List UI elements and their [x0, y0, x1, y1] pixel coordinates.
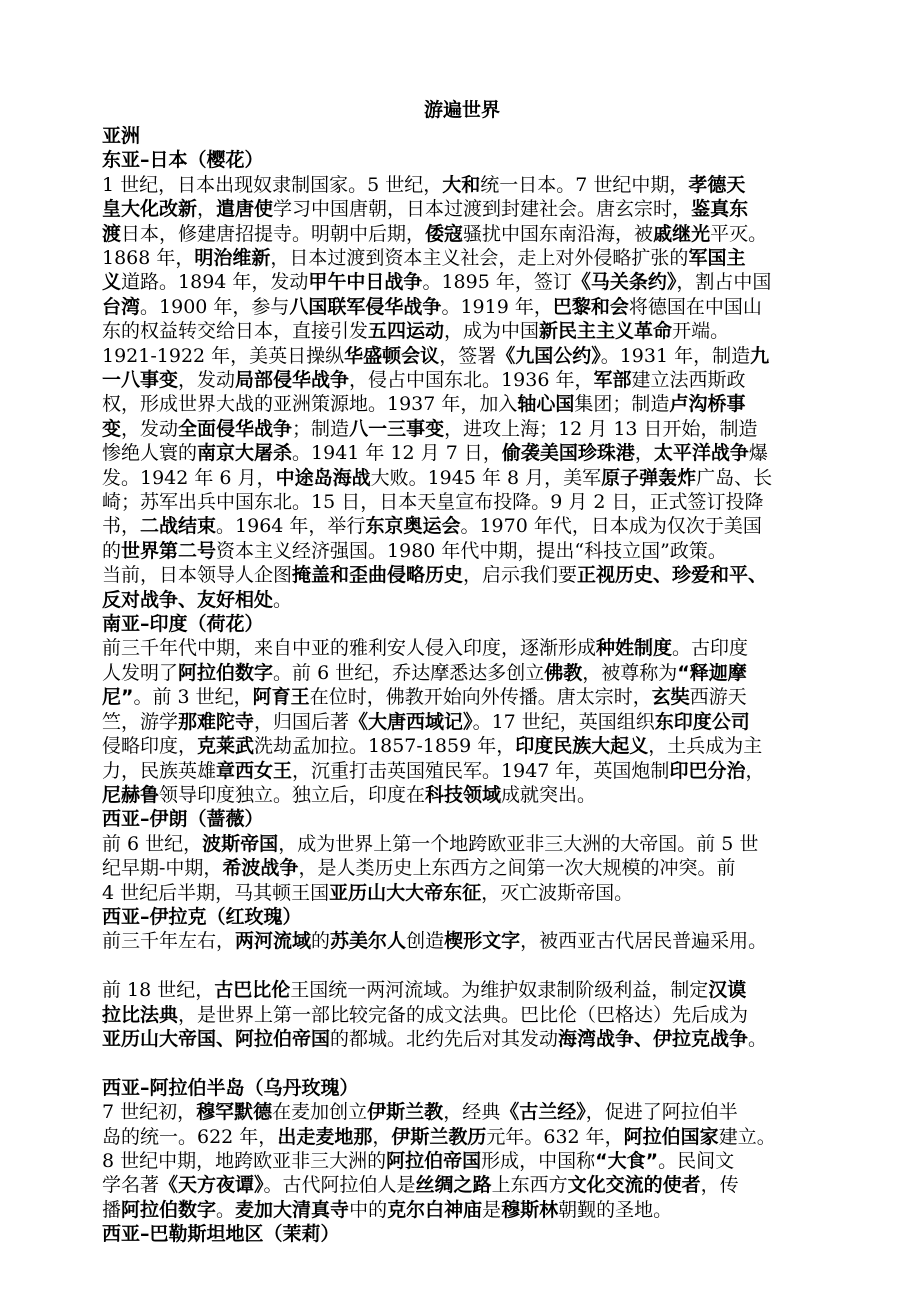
- text-run: ，侵占中国东北。1936 年，: [349, 369, 594, 392]
- bold-term: 章西女王: [216, 759, 293, 782]
- section-heading-palestine: 西亚–巴勒斯坦地区（茉莉）: [102, 1223, 340, 1246]
- text-line: [102, 246, 822, 270]
- bold-term: 台湾: [102, 295, 141, 318]
- text-run: ，: [634, 442, 654, 465]
- text-run: ，发动: [178, 369, 236, 392]
- text-run: ，发动: [121, 417, 179, 440]
- text-run: 中的: [349, 1198, 388, 1221]
- text-run: 前三千年代中期，来自中亚的雅利安人侵入印度，逐渐形成: [102, 637, 597, 660]
- text-run: 。1931 年，制造: [600, 344, 751, 367]
- text-run: 元年。632 年，: [486, 1125, 624, 1148]
- text-run: ，经典: [443, 1101, 501, 1124]
- text-line: [102, 636, 822, 660]
- bold-term: 反对战争、友好相处: [102, 588, 274, 611]
- text-run: 骚扰中国东南沿海，被: [463, 222, 654, 245]
- bold-term: 五四运动: [368, 320, 445, 343]
- text-run: 形成，中国称: [481, 1149, 596, 1172]
- text-run: 7 世纪初，: [102, 1101, 197, 1124]
- text-run: 惨绝人寰的: [102, 442, 198, 465]
- text-line: [102, 1100, 822, 1124]
- text-run: 是: [482, 1198, 502, 1221]
- text-run: ，割占中国: [676, 271, 772, 294]
- text-line: [102, 563, 822, 587]
- bold-term: 一八事变: [102, 369, 179, 392]
- document-body: [102, 124, 822, 1247]
- text-run: 王国统一两河流域。为维护奴隶制阶级利益，制定: [290, 979, 709, 1002]
- bold-term: 克莱武: [197, 735, 255, 758]
- bold-term: 遣唐使: [216, 198, 274, 221]
- text-run: 的: [102, 539, 122, 562]
- text-line: [102, 173, 822, 197]
- text-line: [102, 588, 822, 612]
- text-run: ，灭亡波斯帝国。: [481, 881, 634, 904]
- bold-term: 波斯帝国: [202, 832, 279, 855]
- bold-term: 八一三事变: [349, 417, 445, 440]
- bold-term: 《天方夜谭》: [159, 1174, 264, 1197]
- text-run: ，进攻上海；12 月 13 日开始，制造: [444, 417, 758, 440]
- text-run: 播: [102, 1198, 122, 1221]
- bold-term: 科技领域: [425, 783, 502, 806]
- bold-term: 《古兰经》: [500, 1101, 586, 1124]
- bold-term: 东印度公司: [654, 710, 750, 733]
- text-run: 朝觐的圣地。: [558, 1198, 673, 1221]
- text-run: 建立法西斯政: [631, 369, 746, 392]
- bold-term: 偷袭美国珍珠港: [501, 442, 635, 465]
- bold-term: 文化交流的使者: [567, 1174, 701, 1197]
- bold-term: 《大唐西域记》: [349, 710, 473, 733]
- text-run: 书，: [102, 515, 141, 538]
- text-line: [102, 978, 822, 1002]
- text-line: [102, 1198, 822, 1222]
- bold-term: 倭寇: [425, 222, 464, 245]
- text-run: ，被西亚古代居民普遍采用。: [520, 930, 768, 953]
- bold-term: 二战结束: [140, 515, 217, 538]
- text-run: 人发明了: [102, 661, 179, 684]
- text-run: ，促进了阿拉伯半: [585, 1101, 738, 1124]
- text-run: 上东西方: [491, 1174, 568, 1197]
- bold-term: 渡: [102, 222, 122, 245]
- text-run: 。17 世纪，英国组织: [472, 710, 655, 733]
- bold-term: 种姓制度: [596, 637, 673, 660]
- text-run: 日本，修建唐招提寺。明朝中后期，: [121, 222, 426, 245]
- bold-term: 戚继光: [653, 222, 711, 245]
- bold-term: 义: [102, 271, 122, 294]
- bold-term: 拉比法典: [102, 1003, 179, 1026]
- text-run: 统一日本。7 世纪中期，: [480, 173, 689, 196]
- text-run: ，: [745, 759, 765, 782]
- text-run: 当前，日本领导人企图: [102, 564, 293, 587]
- text-run: 。: [748, 1027, 768, 1050]
- text-run: 开端。: [672, 320, 730, 343]
- text-run: 。前 3 世纪，: [133, 686, 253, 709]
- text-run: 的都城。北约先后对其发动: [330, 1027, 559, 1050]
- bold-term: 麦加大清真寺: [235, 1198, 350, 1221]
- text-run: 洗劫孟加拉。1857-1859 年，: [254, 735, 516, 758]
- bold-term: 《九国公约》: [496, 344, 601, 367]
- text-line: [102, 197, 822, 221]
- bold-term: 孝德天: [688, 173, 746, 196]
- bold-term: 希波战争: [222, 857, 299, 880]
- text-run: ，传: [700, 1174, 739, 1197]
- text-line: [102, 319, 822, 343]
- bold-term: 亚历山大帝国、阿拉伯帝国: [102, 1027, 331, 1050]
- bold-term: 伊斯兰教: [367, 1101, 444, 1124]
- bold-term: 苏美尔人: [330, 930, 407, 953]
- text-line: [102, 466, 822, 490]
- text-run: 。古代阿拉伯人是: [263, 1174, 416, 1197]
- text-run: ，是人类历史上东西方之间第一次大规模的冲突。前: [298, 857, 736, 880]
- text-run: ，成为中国: [444, 320, 540, 343]
- bold-term: 阿拉伯数字: [121, 1198, 217, 1221]
- bold-term: 阿拉伯数字: [178, 661, 274, 684]
- bold-term: 中途岛海战: [275, 466, 371, 489]
- paragraph-iraq-1: [102, 929, 822, 953]
- text-run: 西游天: [689, 686, 747, 709]
- section-heading-iran: 西亚–伊朗（蔷薇）: [102, 808, 264, 831]
- text-run: 。1919 年，: [441, 295, 553, 318]
- text-run: 纪早期-中期，: [102, 857, 223, 880]
- text-line: [102, 344, 822, 368]
- text-run: 。民间文: [658, 1149, 735, 1172]
- bold-term: 新民主主义革命: [539, 320, 673, 343]
- text-line: [102, 1125, 822, 1149]
- text-line: [102, 295, 822, 319]
- bold-term: 原子弹轰炸: [601, 466, 697, 489]
- text-run: 。古印度: [672, 637, 749, 660]
- bold-term: 正视历史、珍爱和平、: [577, 564, 768, 587]
- bold-term: 八国联军侵华战争: [289, 295, 442, 318]
- text-run: 领导印度独立。独立后，印度在: [159, 783, 426, 806]
- bold-term: “大食”: [595, 1149, 659, 1172]
- section-heading-india: 南亚–印度（荷花）: [102, 613, 264, 636]
- paragraph-arabia: [102, 1100, 822, 1222]
- paragraph-iran: [102, 832, 822, 905]
- bold-term: 阿育王: [252, 686, 310, 709]
- bold-term: 太平洋战争: [653, 442, 749, 465]
- text-run: 爆: [748, 442, 768, 465]
- text-line: [102, 490, 822, 514]
- text-run: 东的权益转交给日本，直接引发: [102, 320, 369, 343]
- bold-term: 穆斯林: [501, 1198, 559, 1221]
- text-run: 1868 年，: [102, 247, 195, 269]
- text-line: [102, 881, 822, 905]
- text-run: 侵略印度，: [102, 735, 198, 758]
- text-run: 在位时，佛教开始向外传播。唐太宗时，: [309, 686, 652, 709]
- paragraph-india: [102, 636, 822, 807]
- text-run: 建立。: [718, 1125, 776, 1148]
- bold-term: 局部侵华战争: [235, 369, 350, 392]
- text-line: [102, 759, 822, 783]
- text-line: [102, 514, 822, 538]
- bold-term: 汉谟: [708, 979, 747, 1002]
- text-run: 发。1942 年 6 月，: [102, 466, 276, 489]
- text-run: 的: [311, 930, 331, 953]
- section-heading-asia: 亚洲: [102, 125, 141, 147]
- bold-term: 古巴比伦: [214, 979, 291, 1002]
- text-run: 前 6 世纪，: [102, 832, 203, 855]
- text-line: [102, 368, 822, 392]
- section-heading-iraq: 西亚–伊拉克（红玫瑰）: [102, 905, 302, 928]
- bold-term: 尼”: [102, 686, 134, 709]
- text-run: 平灭。: [710, 222, 768, 245]
- bold-term: 东京奥运会: [365, 515, 461, 538]
- text-line: [102, 539, 822, 563]
- bold-term: 印巴分治: [669, 759, 746, 782]
- bold-term: 那难陀寺: [178, 710, 255, 733]
- text-line: [102, 1027, 822, 1051]
- bold-term: 尼赫鲁: [102, 783, 160, 806]
- bold-term: 大和: [442, 173, 481, 196]
- text-line: [102, 856, 822, 880]
- section-heading-arabia: 西亚–阿拉伯半岛（乌丹玫瑰）: [102, 1076, 359, 1099]
- text-line: [102, 783, 822, 807]
- text-line: [102, 441, 822, 465]
- text-run: 。1900 年，参与: [140, 295, 290, 318]
- text-run: 。前 6 世纪，乔达摩悉达多创立: [273, 661, 545, 684]
- text-run: 集团；制造: [574, 393, 670, 416]
- bold-term: 佛教: [544, 661, 583, 684]
- text-line: [102, 685, 822, 709]
- text-line: [102, 270, 822, 294]
- text-run: 。1970 年代，日本成为仅次于美国: [460, 515, 762, 538]
- bold-term: 《马关条约》: [571, 271, 677, 294]
- text-run: 学名著: [102, 1174, 160, 1197]
- text-run: 。1895 年，签订: [422, 271, 572, 294]
- bold-term: 两河流域: [235, 930, 312, 953]
- text-run: ，是世界上第一部比较完备的成文法典。巴比伦（巴格达）先后成为: [178, 1003, 749, 1026]
- text-run: 前 18 世纪，: [102, 979, 215, 1002]
- text-line: [102, 734, 822, 758]
- text-line: [102, 832, 822, 856]
- text-run: 广岛、长: [696, 466, 773, 489]
- text-run: 学习中国唐朝，日本过渡到封建社会。唐玄宗时，: [273, 198, 692, 221]
- bold-term: 丝绸之路: [415, 1174, 492, 1197]
- bold-term: 阿拉伯帝国: [386, 1149, 482, 1172]
- bold-term: 世界第二号: [121, 539, 217, 562]
- bold-term: 九: [750, 344, 770, 367]
- text-run: 力，民族英雄: [102, 759, 217, 782]
- text-run: 崎；苏军出兵中国东北。15 日，日本天皇宣布投降。9 月 2 日，正式签订投降: [102, 491, 764, 514]
- text-run: ，: [197, 198, 217, 221]
- section-heading-japan: 东亚–日本（樱花）: [102, 149, 264, 172]
- bold-term: 巴黎和会: [552, 295, 629, 318]
- text-line: [102, 1173, 822, 1197]
- text-run: 资本主义经济强国。1980 年代中期，提出“科技立国”政策。: [216, 539, 727, 562]
- text-line: [102, 661, 822, 685]
- text-run: 4 世纪后半期，马其顿王国: [102, 881, 330, 904]
- text-run: ，土兵成为主: [648, 735, 763, 758]
- bold-term: 楔形文字: [444, 930, 521, 953]
- bold-term: 甲午中日战争: [308, 271, 423, 294]
- bold-term: 玄奘: [651, 686, 690, 709]
- text-run: 竺，游学: [102, 710, 179, 733]
- text-line: [102, 1003, 822, 1027]
- bold-term: 变: [102, 417, 122, 440]
- bold-term: 卢沟桥事: [669, 393, 746, 416]
- text-run: 。: [216, 1198, 236, 1221]
- text-line: [102, 417, 822, 441]
- text-run: 8 世纪中期，地跨欧亚非三大洲的: [102, 1149, 387, 1172]
- paragraph-iraq-2: [102, 978, 822, 1051]
- text-run: 将德国在中国山: [628, 295, 762, 318]
- text-run: 在麦加创立: [272, 1101, 368, 1124]
- bold-term: 南京大屠杀: [197, 442, 293, 465]
- bold-term: “释迦摩: [677, 661, 747, 684]
- text-run: 成就突出。: [501, 783, 597, 806]
- text-run: 道路。1894 年，发动: [121, 271, 309, 294]
- text-run: 前三千年左右，: [102, 930, 236, 953]
- bold-term: 伊斯兰教历: [391, 1125, 487, 1148]
- text-run: ，签署: [439, 344, 497, 367]
- bold-term: 鉴真东: [691, 198, 749, 221]
- bold-term: 阿拉伯国家: [623, 1125, 719, 1148]
- bold-term: 轴心国: [517, 393, 575, 416]
- text-run: 。1964 年，举行: [216, 515, 366, 538]
- text-run: 1 世纪，日本出现奴隶制国家。5 世纪，: [102, 173, 443, 196]
- bold-term: 军国主: [688, 247, 746, 269]
- text-run: ，: [372, 1125, 392, 1148]
- bold-term: 亚历山大大帝东征: [329, 881, 482, 904]
- bold-term: 掩盖和歪曲侵略历史: [292, 564, 464, 587]
- text-run: 大败。1945 年 8 月，美军: [370, 466, 602, 489]
- text-line: [102, 929, 822, 953]
- text-run: ；制造: [292, 417, 350, 440]
- bold-term: 克尔白神庙: [387, 1198, 483, 1221]
- bold-term: 海湾战争、伊拉克战争: [558, 1027, 749, 1050]
- text-run: 创造: [406, 930, 445, 953]
- bold-term: 印度民族大起义: [515, 735, 649, 758]
- text-line: [102, 1149, 822, 1173]
- text-run: ，沉重打击英国殖民军。1947 年，英国炮制: [292, 759, 670, 782]
- bold-term: 全面侵华战争: [178, 417, 293, 440]
- page-title: 游遍世界: [423, 99, 500, 121]
- text-run: 1921-1922 年，美英日操纵: [102, 344, 345, 367]
- text-run: 。1941 年 12 月 7 日，: [292, 442, 502, 465]
- text-run: ，被尊称为: [582, 661, 678, 684]
- text-line: [102, 710, 822, 734]
- text-run: 。: [273, 588, 293, 611]
- bold-term: 明治维新: [194, 247, 271, 269]
- text-run: 岛的统一。622 年，: [102, 1125, 278, 1148]
- bold-term: 出走麦地那: [277, 1125, 373, 1148]
- bold-term: 穆罕默德: [196, 1101, 273, 1124]
- text-run: ，启示我们要: [463, 564, 578, 587]
- text-line: [102, 392, 822, 416]
- text-line: [102, 222, 822, 246]
- text-run: ，归国后著: [254, 710, 350, 733]
- text-run: 权，形成世界大战的亚洲策源地。1937 年，加入: [102, 393, 518, 416]
- paragraph-japan: [102, 173, 822, 612]
- text-run: ，成为世界上第一个地跨欧亚非三大洲的大帝国。前 5 世: [278, 832, 759, 855]
- bold-term: 皇大化改新: [102, 198, 198, 221]
- bold-term: 华盛顿会议: [344, 344, 440, 367]
- text-run: ，日本过渡到资本主义社会，走上对外侵略扩张的: [270, 247, 689, 269]
- bold-term: 军部: [593, 369, 632, 392]
